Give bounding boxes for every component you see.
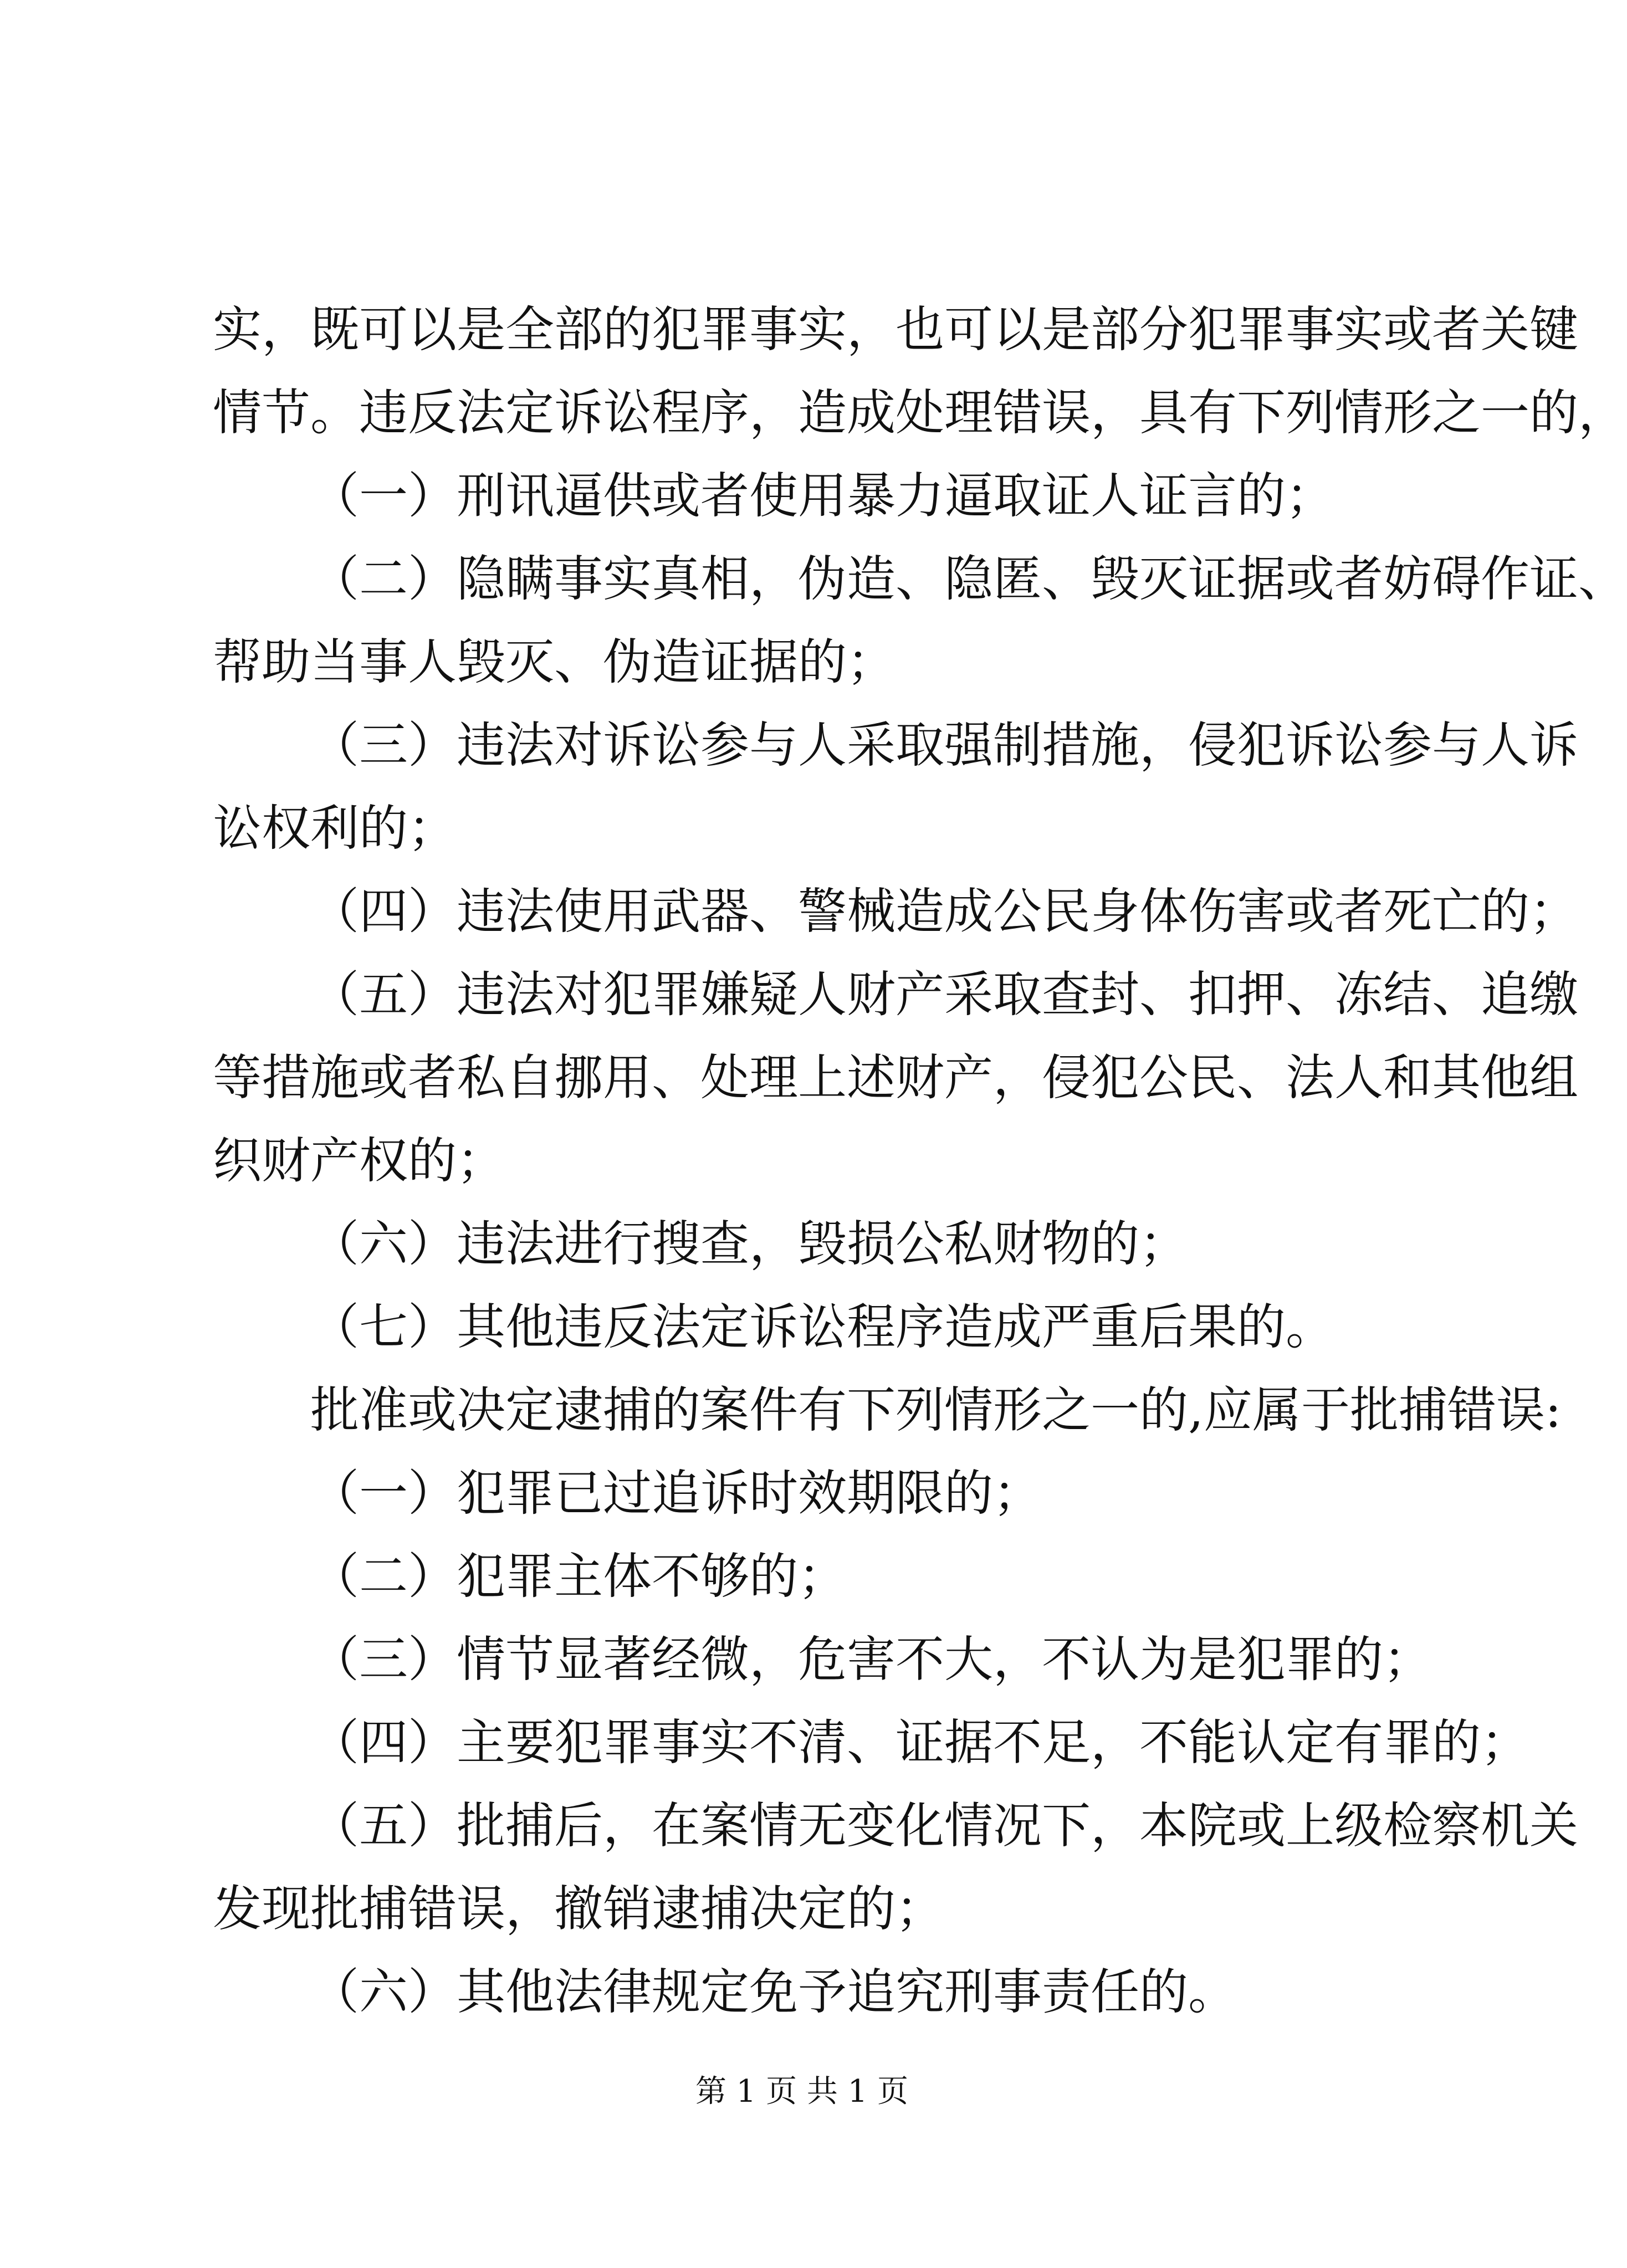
text-line: 帮助当事人毁灭、伪造证据的； — [213, 633, 896, 690]
text-line: （三）违法对诉讼参与人采取强制措施，侵犯诉讼参与人诉 — [310, 716, 1579, 774]
text-line: （一）刑讯逼供或者使用暴力逼取证人证言的； — [310, 467, 1335, 524]
text-line: （一）犯罪已过追诉时效期限的； — [310, 1465, 1042, 1522]
text-line: 等措施或者私自挪用、处理上述财产，侵犯公民、法人和其他组 — [213, 1049, 1579, 1106]
text-line: （六）其他法律规定免予追究刑事责任的。 — [310, 1963, 1237, 2020]
text-line: （六）违法进行搜查，毁损公私财物的； — [310, 1215, 1189, 1272]
text-line: （五）违法对犯罪嫌疑人财产采取查封、扣押、冻结、追缴 — [310, 966, 1579, 1023]
text-line: （二）犯罪主体不够的； — [310, 1548, 847, 1605]
text-line: （五）批捕后，在案情无变化情况下，本院或上级检察机关 — [310, 1797, 1579, 1854]
text-line: 情节。违反法定诉讼程序，造成处理错误，具有下列情形之一的， — [213, 384, 1627, 441]
text-line: （四）违法使用武器、警械造成公民身体伤害或者死亡的； — [310, 883, 1579, 940]
text-line: 织财产权的； — [213, 1132, 506, 1189]
text-line: 讼权利的； — [213, 800, 457, 857]
text-line: （四）主要犯罪事实不清、证据不足，不能认定有罪的； — [310, 1714, 1530, 1771]
text-line: （七）其他违反法定诉讼程序造成严重后果的。 — [310, 1298, 1335, 1355]
text-line: （三）情节显著经微，危害不大，不认为是犯罪的； — [310, 1631, 1432, 1688]
page-number-footer: 第 1 页 共 1 页 — [695, 2074, 909, 2110]
document-body — [213, 288, 1627, 2034]
text-line: （二）隐瞒事实真相，伪造、隐匿、毁灭证据或者妨碍作证、 — [310, 550, 1627, 607]
text-line: 批准或决定逮捕的案件有下列情形之一的,应属于批捕错误: — [310, 1381, 1562, 1438]
text-line: 发现批捕错误，撤销逮捕决定的； — [213, 1880, 945, 1937]
text-line: 实，既可以是全部的犯罪事实，也可以是部分犯罪事实或者关键 — [213, 301, 1579, 358]
